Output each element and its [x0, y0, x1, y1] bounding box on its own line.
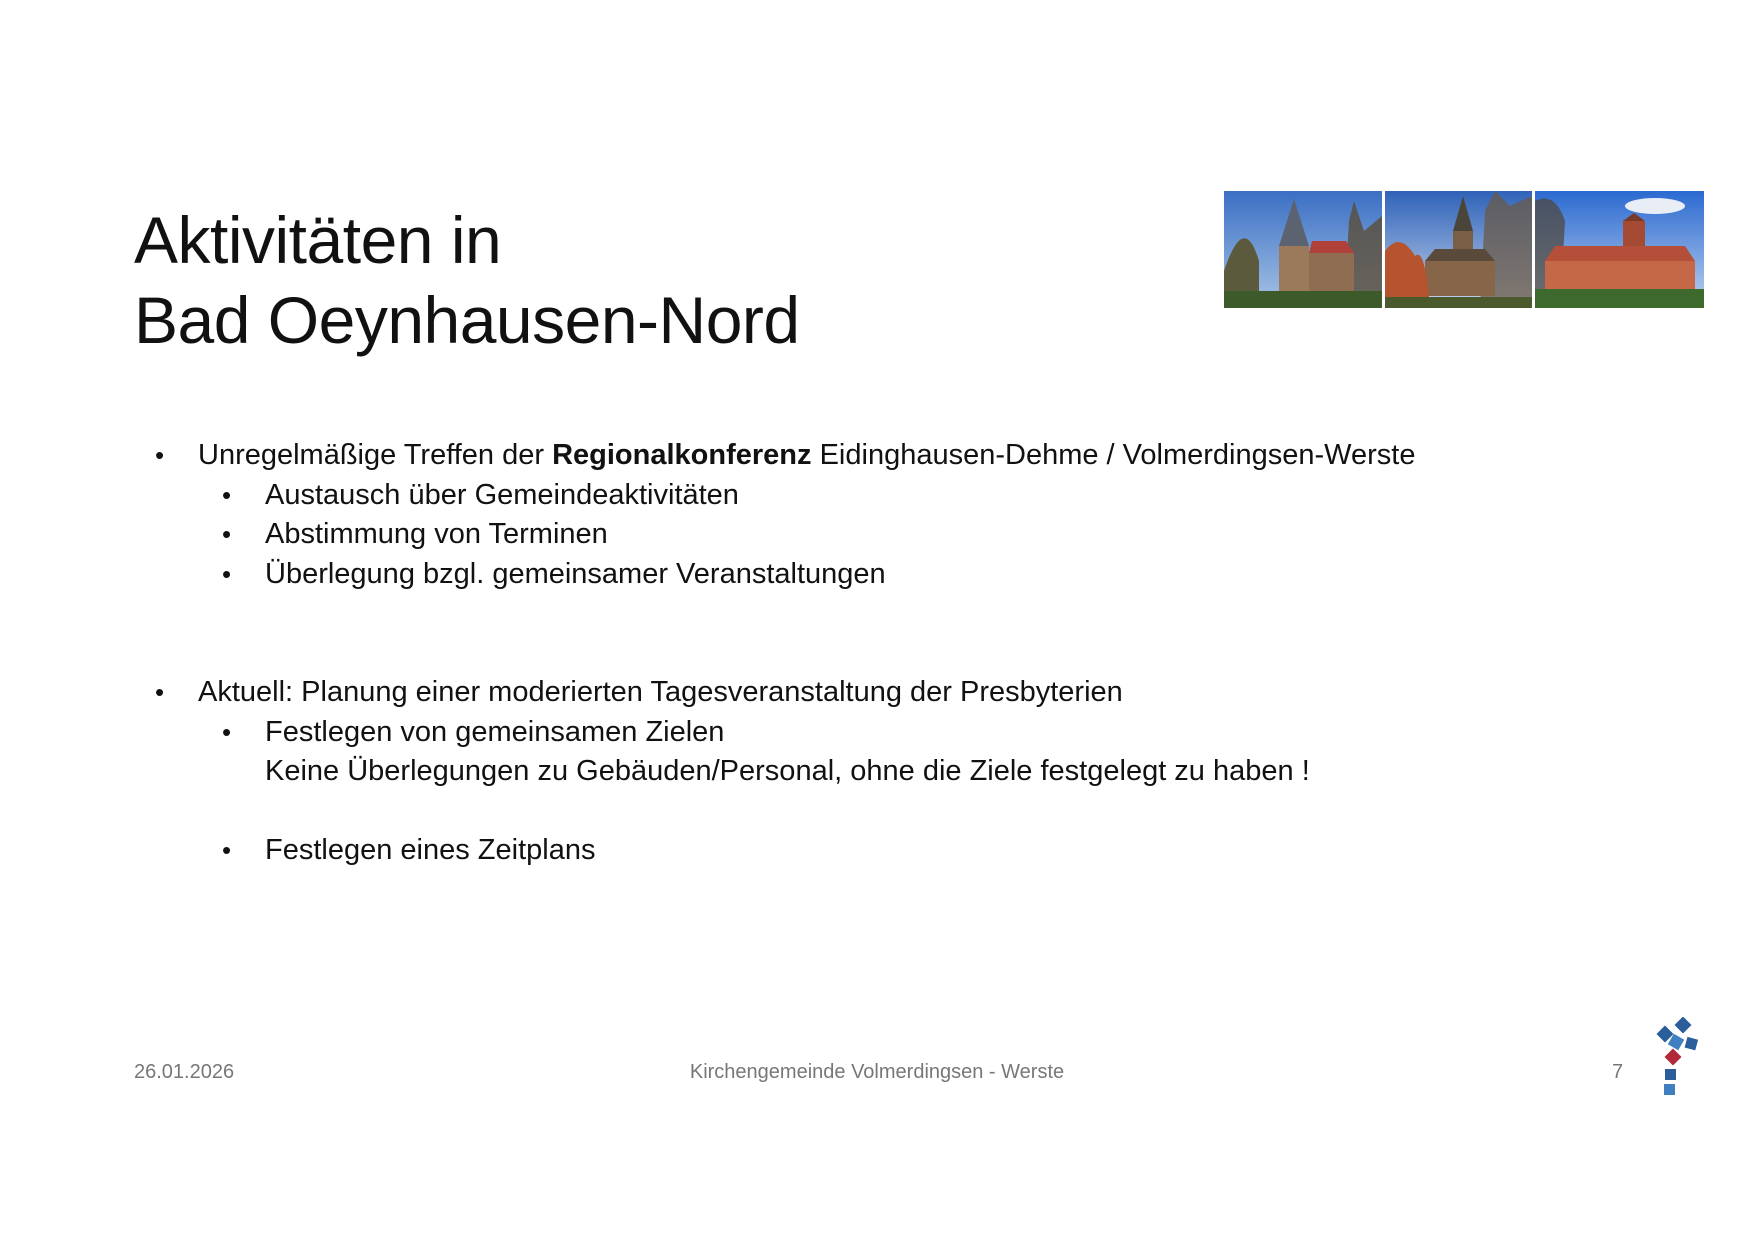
title-line-2: Bad Oeynhausen-Nord: [134, 283, 800, 357]
list-item: • Überlegung bzgl. gemeinsamer Veranstaltungen: [155, 555, 1605, 595]
church-photo-strip: [1224, 191, 1704, 308]
footer-organization: Kirchengemeinde Volmerdingsen - Werste: [689, 1061, 1065, 1083]
church-photo-3: [1535, 191, 1704, 308]
bullet-marker: •: [222, 716, 232, 747]
list-item: • Unregelmäßige Treffen der Regionalkonferenz Eidinghausen-Dehme / Volmerdingsen-Werste: [155, 436, 1605, 476]
title-line-1: Aktivitäten in: [134, 203, 502, 277]
footer-date: 26.01.2026: [134, 1061, 235, 1083]
emphasis-regionalkonferenz: Regionalkonferenz: [552, 439, 812, 471]
footer-page-number: 7: [1612, 1061, 1624, 1083]
slide-title: [134, 200, 800, 360]
church-logo-icon: [1653, 1017, 1703, 1107]
list-item: • Festlegen von gemeinsamen Zielen: [155, 713, 1605, 753]
church-photo-2: [1385, 191, 1532, 308]
list-item: • Festlegen eines Zeitplans: [155, 831, 1605, 871]
bullet-marker: •: [222, 558, 232, 589]
list-item: • Abstimmung von Terminen: [155, 515, 1605, 555]
bullet-marker: •: [222, 519, 232, 549]
list-item: • Aktuell: Planung einer moderierten Tagesveranstaltung der Presbyterien: [155, 673, 1605, 713]
church-photo-1: [1224, 191, 1382, 308]
list-item-continuation: Keine Überlegungen zu Gebäuden/Personal, ohne die Ziele festgelegt zu haben !: [265, 755, 1310, 787]
bullet-marker: •: [155, 440, 165, 470]
bullet-marker: •: [155, 677, 165, 707]
bullet-marker: •: [222, 835, 232, 865]
list-item: • Austausch über Gemeindeaktivitäten: [155, 476, 1605, 516]
slide-body: [155, 436, 1605, 871]
bullet-marker: •: [222, 479, 232, 510]
